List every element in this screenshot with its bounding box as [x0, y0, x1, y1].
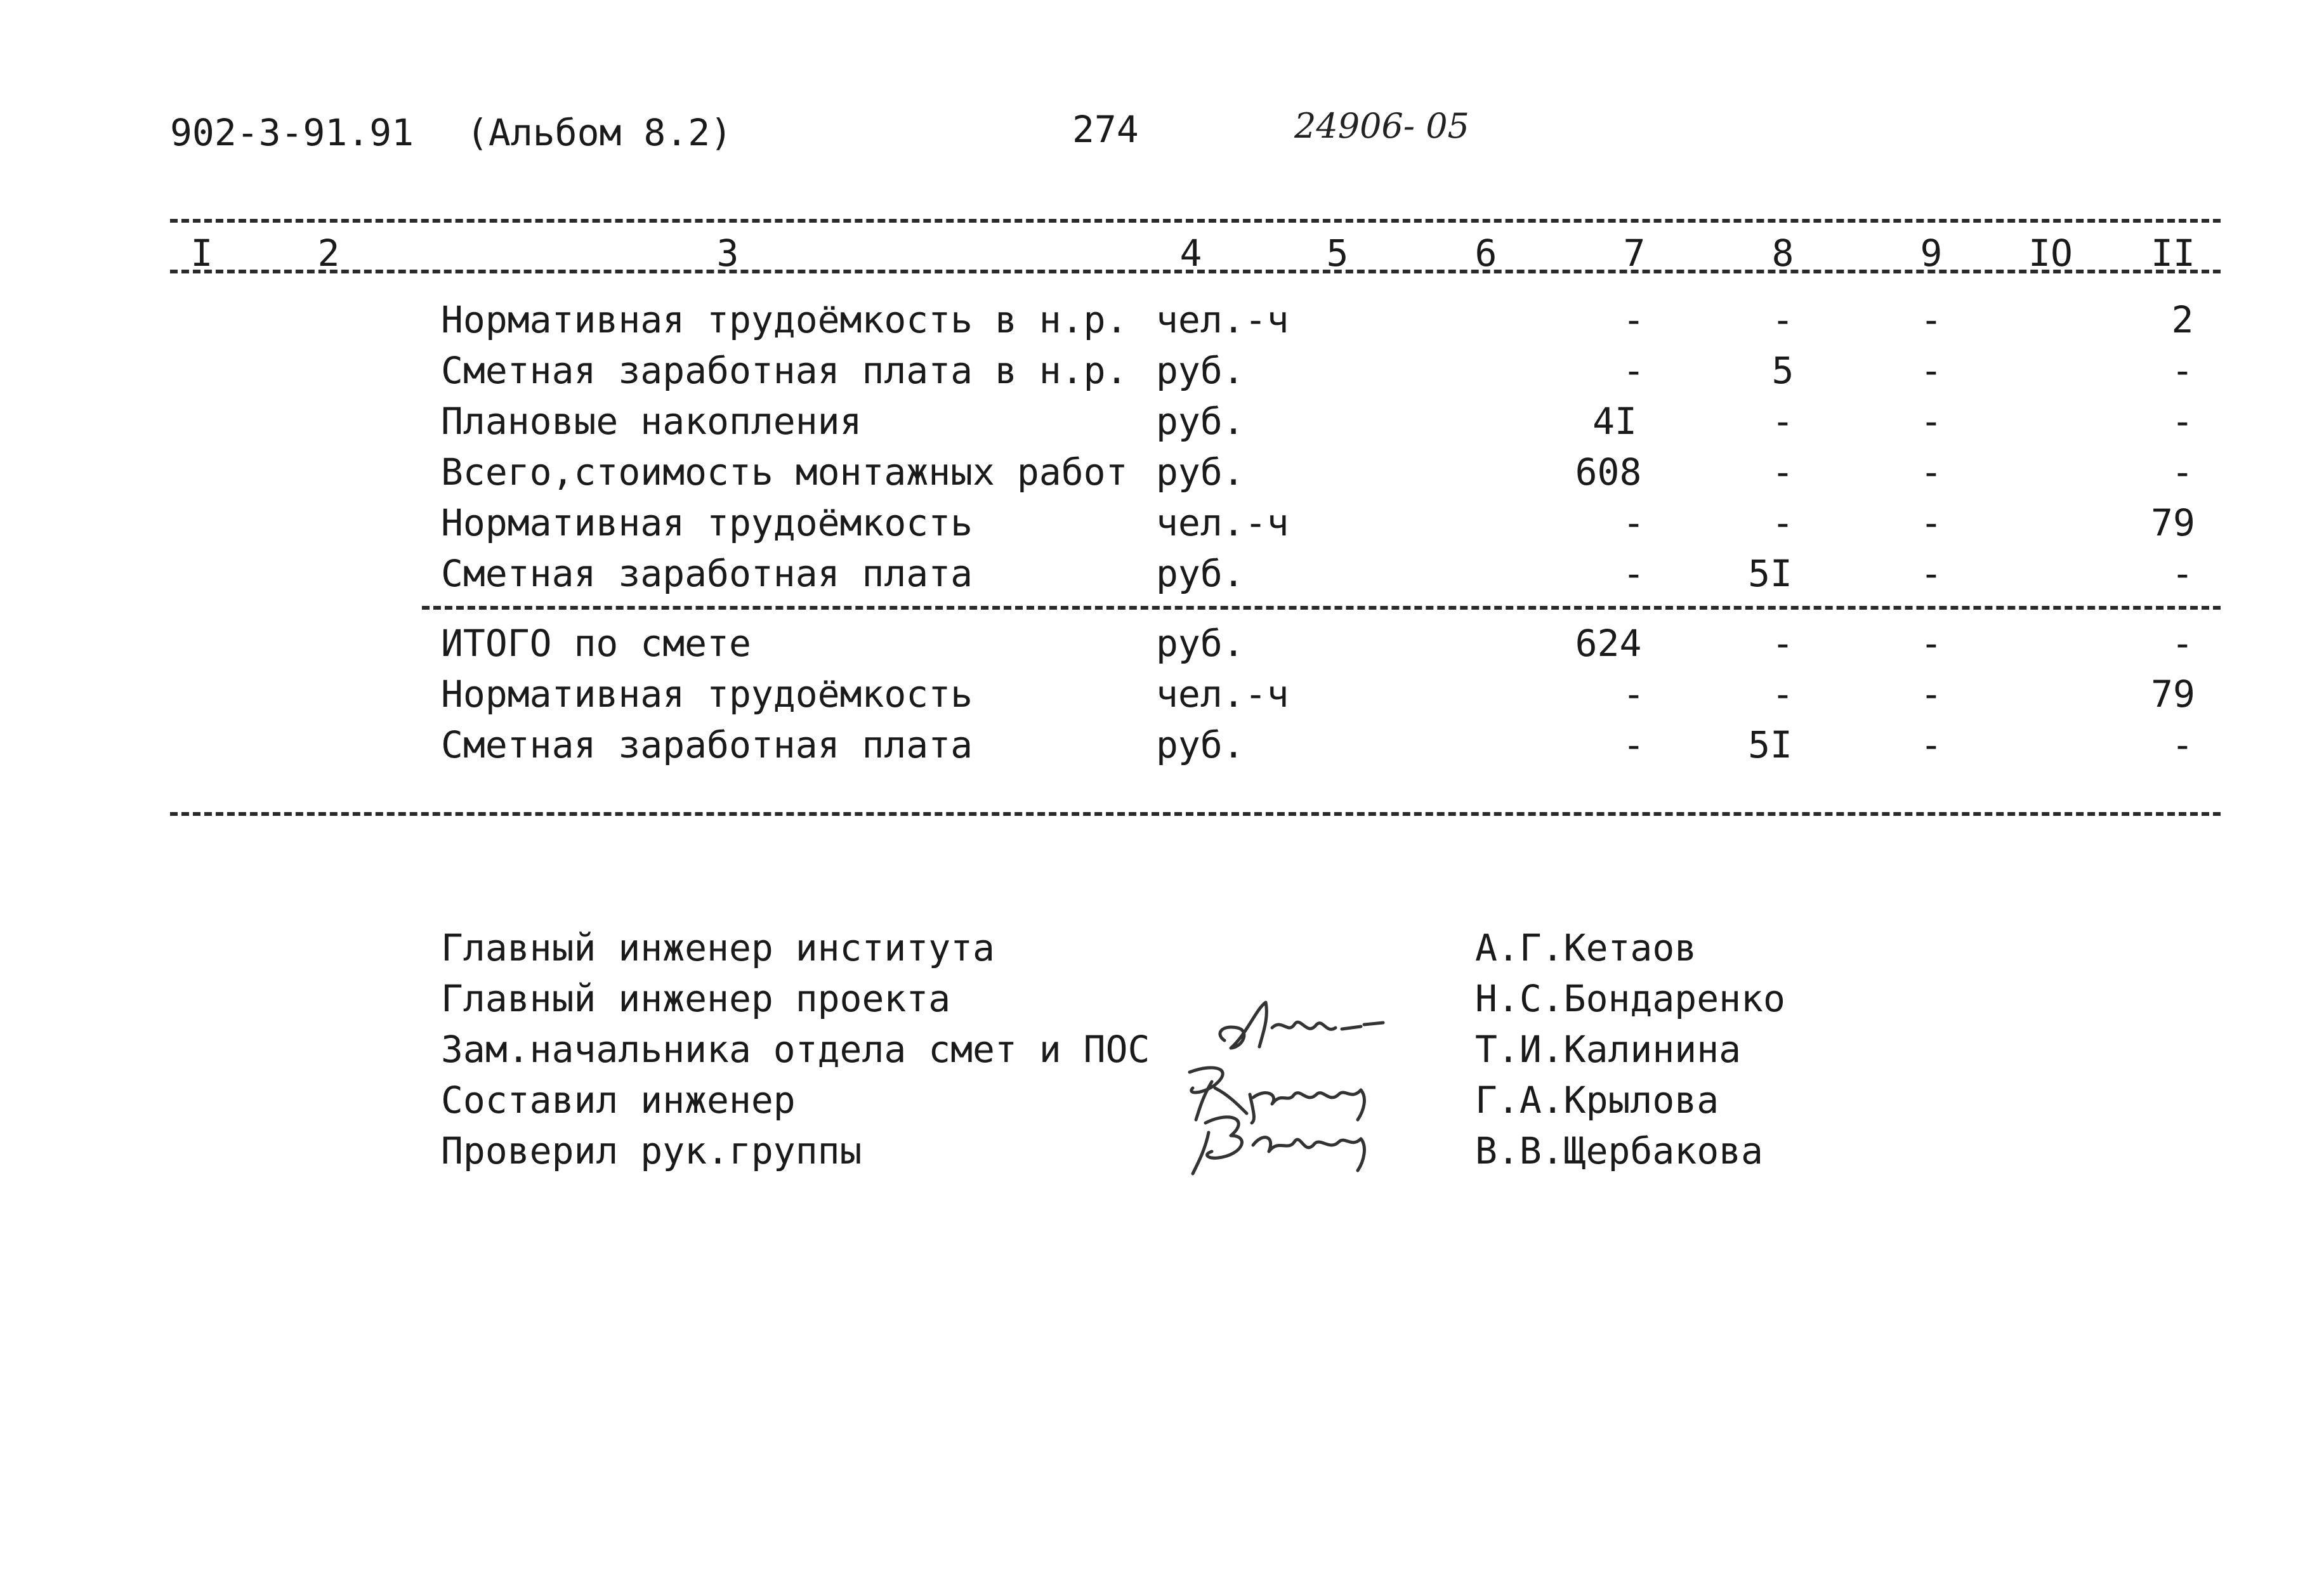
total-name: Сметная заработная плата	[441, 723, 973, 766]
cell-col7: -	[1622, 501, 1645, 544]
row-name: Нормативная трудоёмкость	[441, 501, 973, 544]
total-col9: -	[1920, 622, 1943, 665]
col-number: 8	[1771, 232, 1794, 275]
row-unit: руб.	[1156, 552, 1245, 595]
col-number: 7	[1623, 232, 1646, 275]
total-col8: -	[1771, 672, 1794, 716]
total-col8: -	[1771, 622, 1794, 665]
row-name: Плановые накопления	[441, 400, 862, 443]
signatory-role: Составил инженер	[441, 1079, 796, 1122]
total-col7: -	[1622, 723, 1645, 766]
total-col7: 624	[1575, 622, 1642, 665]
total-col11: -	[2171, 622, 2194, 665]
inventory-stamp: 24906- 05	[1294, 106, 1469, 146]
col-number: II	[2151, 232, 2195, 275]
row-unit: руб.	[1156, 349, 1245, 392]
cell-col8: -	[1771, 501, 1794, 544]
col-number: I	[190, 232, 213, 275]
signatory-name: А.Г.Кетаов	[1475, 926, 1697, 969]
signatory-role: Главный инженер проекта	[441, 977, 951, 1020]
cell-col9: -	[1920, 450, 1943, 494]
cell-col11: -	[2171, 552, 2194, 595]
row-unit: чел.-ч	[1156, 501, 1289, 544]
cell-col9: -	[1920, 552, 1943, 595]
row-unit: руб.	[1156, 400, 1245, 443]
cell-col7: -	[1622, 349, 1645, 392]
col-number: 4	[1179, 232, 1202, 275]
total-col9: -	[1920, 723, 1943, 766]
cell-col11: -	[2171, 400, 2194, 443]
signatory-role: Главный инженер института	[441, 926, 995, 969]
col-number: IO	[2028, 232, 2073, 275]
cell-col11: 79	[2151, 501, 2195, 544]
signatory-name: Т.И.Калинина	[1475, 1028, 1742, 1071]
cell-col8: -	[1771, 450, 1794, 494]
row-unit: руб.	[1156, 450, 1245, 494]
page-number: 274	[1072, 108, 1139, 151]
total-name: ИТОГО по смете	[441, 622, 751, 665]
total-col8: 5I	[1748, 723, 1792, 766]
document-code: 902-3-91.91	[170, 111, 414, 154]
col-number: 5	[1326, 232, 1349, 275]
cell-col8: -	[1771, 400, 1794, 443]
row-name: Нормативная трудоёмкость в н.р.	[441, 298, 1128, 341]
cell-col7: -	[1622, 552, 1645, 595]
total-col11: 79	[2151, 672, 2195, 716]
cell-col8: 5	[1771, 349, 1794, 392]
total-separator-rule	[422, 606, 2221, 610]
table-bottom-rule	[170, 812, 2221, 816]
cell-col7: -	[1622, 298, 1645, 341]
cell-col9: -	[1920, 349, 1943, 392]
row-unit: чел.-ч	[1156, 298, 1289, 341]
row-name: Сметная заработная плата	[441, 552, 973, 595]
total-col11: -	[2171, 723, 2194, 766]
cell-col11: 2	[2171, 298, 2194, 341]
cell-col7: 4I	[1592, 400, 1637, 443]
cell-col9: -	[1920, 501, 1943, 544]
album-label: (Альбом 8.2)	[466, 111, 733, 154]
row-name: Сметная заработная плата в н.р.	[441, 349, 1128, 392]
header-bottom-rule	[170, 270, 2221, 273]
cell-col7: 608	[1575, 450, 1642, 494]
signatory-name: Н.С.Бондаренко	[1475, 977, 1785, 1020]
total-col9: -	[1920, 672, 1943, 716]
total-unit: чел.-ч	[1156, 672, 1289, 716]
cell-col9: -	[1920, 400, 1943, 443]
cell-col8: -	[1771, 298, 1794, 341]
cell-col11: -	[2171, 349, 2194, 392]
total-unit: руб.	[1156, 723, 1245, 766]
signatory-role: Проверил рук.группы	[441, 1129, 862, 1172]
cell-col9: -	[1920, 298, 1943, 341]
header-top-rule	[170, 219, 2221, 223]
signatory-role: Зам.начальника отдела смет и ПОС	[441, 1028, 1150, 1071]
signature-kalinina	[1212, 990, 1389, 1059]
total-name: Нормативная трудоёмкость	[441, 672, 973, 716]
total-col7: -	[1622, 672, 1645, 716]
cell-col8: 5I	[1748, 552, 1792, 595]
cell-col11: -	[2171, 450, 2194, 494]
col-number: 2	[317, 232, 340, 275]
signature-shcherbakova	[1180, 1107, 1389, 1177]
signatory-name: Г.А.Крылова	[1475, 1079, 1719, 1122]
col-number: 6	[1474, 232, 1497, 275]
col-number: 9	[1920, 232, 1943, 275]
col-number: 3	[716, 232, 739, 275]
row-name: Всего,стоимость монтажных работ	[441, 450, 1128, 494]
signatory-name: В.В.Щербакова	[1475, 1129, 1763, 1172]
total-unit: руб.	[1156, 622, 1245, 665]
